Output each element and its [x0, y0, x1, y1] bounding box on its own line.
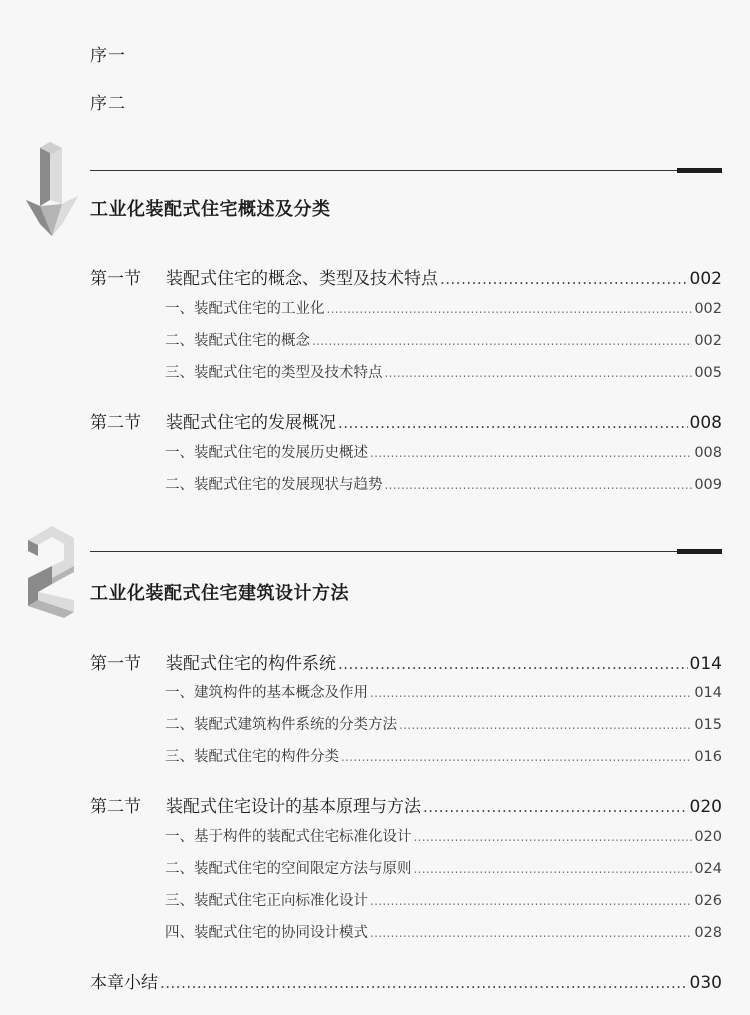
summary-title: 本章小结 [90, 973, 158, 993]
item-title: 二、装配式住宅的空间限定方法与原则 [165, 861, 412, 877]
toc-item-row[interactable] [165, 825, 722, 846]
section-label: 第一节 [90, 269, 141, 289]
page-number: 008 [694, 445, 722, 461]
chapter-2-title[interactable]: 工业化装配式住宅建筑设计方法 [90, 583, 349, 604]
chapter-2-numeral-icon [22, 520, 84, 620]
dot-leader [370, 686, 692, 700]
section-title: 装配式住宅的概念、类型及技术特点 [166, 269, 438, 289]
item-title: 一、装配式住宅的工业化 [165, 301, 325, 317]
chapter-1-numeral-icon [22, 138, 84, 238]
page-number: 028 [694, 925, 722, 941]
dot-leader [160, 974, 688, 992]
item-title: 一、基于构件的装配式住宅标准化设计 [165, 829, 412, 845]
item-title: 三、装配式住宅的类型及技术特点 [165, 365, 383, 381]
toc-item-row[interactable] [165, 473, 722, 494]
toc-item-row[interactable] [165, 681, 722, 702]
section-title: 装配式住宅的发展概况 [166, 413, 336, 433]
toc-section-row[interactable] [90, 649, 722, 674]
page-number: 005 [694, 365, 722, 381]
item-title: 二、装配式住宅的发展现状与趋势 [165, 477, 383, 493]
section-label: 第二节 [90, 413, 141, 433]
toc-item-row[interactable] [165, 889, 722, 910]
dot-leader [370, 446, 692, 460]
dot-leader [414, 862, 693, 876]
page-number: 002 [694, 301, 722, 317]
toc-item-row[interactable] [165, 745, 722, 766]
section-label: 第二节 [90, 797, 141, 817]
item-title: 二、装配式建筑构件系统的分类方法 [165, 717, 397, 733]
dot-leader [370, 926, 692, 940]
dot-leader [338, 414, 688, 432]
dot-leader [341, 750, 692, 764]
dot-leader [327, 302, 693, 316]
page-number: 024 [694, 861, 722, 877]
dot-leader [385, 478, 693, 492]
dot-leader [423, 798, 688, 816]
page-number: 030 [689, 973, 722, 993]
chapter-1-rule [90, 170, 722, 171]
chapter-2-rule [90, 551, 722, 552]
toc-item-row[interactable] [165, 441, 722, 462]
page-number: 020 [689, 797, 722, 817]
page-number: 009 [694, 477, 722, 493]
section-label: 第一节 [90, 654, 141, 674]
chapter-1-title[interactable]: 工业化装配式住宅概述及分类 [90, 199, 331, 220]
item-title: 一、建筑构件的基本概念及作用 [165, 685, 368, 701]
toc-item-row[interactable] [165, 921, 722, 942]
dot-leader [338, 655, 688, 673]
item-title: 二、装配式住宅的概念 [165, 333, 310, 349]
toc-preface-1[interactable]: 序一 [90, 46, 126, 66]
dot-leader [414, 830, 693, 844]
toc-item-row[interactable] [165, 297, 722, 318]
page-number: 002 [694, 333, 722, 349]
toc-item-row[interactable] [165, 361, 722, 382]
page-number: 008 [689, 413, 722, 433]
toc-summary-row[interactable] [90, 968, 722, 993]
toc-section-row[interactable] [90, 792, 722, 817]
item-title: 三、装配式住宅正向标准化设计 [165, 893, 368, 909]
page-number: 015 [694, 717, 722, 733]
page-number: 020 [694, 829, 722, 845]
page-number: 026 [694, 893, 722, 909]
item-title: 一、装配式住宅的发展历史概述 [165, 445, 368, 461]
section-title: 装配式住宅设计的基本原理与方法 [166, 797, 421, 817]
toc-item-row[interactable] [165, 857, 722, 878]
item-title: 四、装配式住宅的协同设计模式 [165, 925, 368, 941]
page-number: 014 [694, 685, 722, 701]
section-title: 装配式住宅的构件系统 [166, 654, 336, 674]
item-title: 三、装配式住宅的构件分类 [165, 749, 339, 765]
page-number: 014 [689, 654, 722, 674]
page-number: 002 [689, 269, 722, 289]
dot-leader [399, 718, 692, 732]
toc-section-row[interactable] [90, 408, 722, 433]
dot-leader [385, 366, 693, 380]
dot-leader [440, 270, 688, 288]
toc-preface-2[interactable]: 序二 [90, 94, 126, 114]
toc-item-row[interactable] [165, 713, 722, 734]
toc-section-row[interactable] [90, 264, 722, 289]
toc-item-row[interactable] [165, 329, 722, 350]
dot-leader [312, 334, 692, 348]
page-number: 016 [694, 749, 722, 765]
dot-leader [370, 894, 692, 908]
